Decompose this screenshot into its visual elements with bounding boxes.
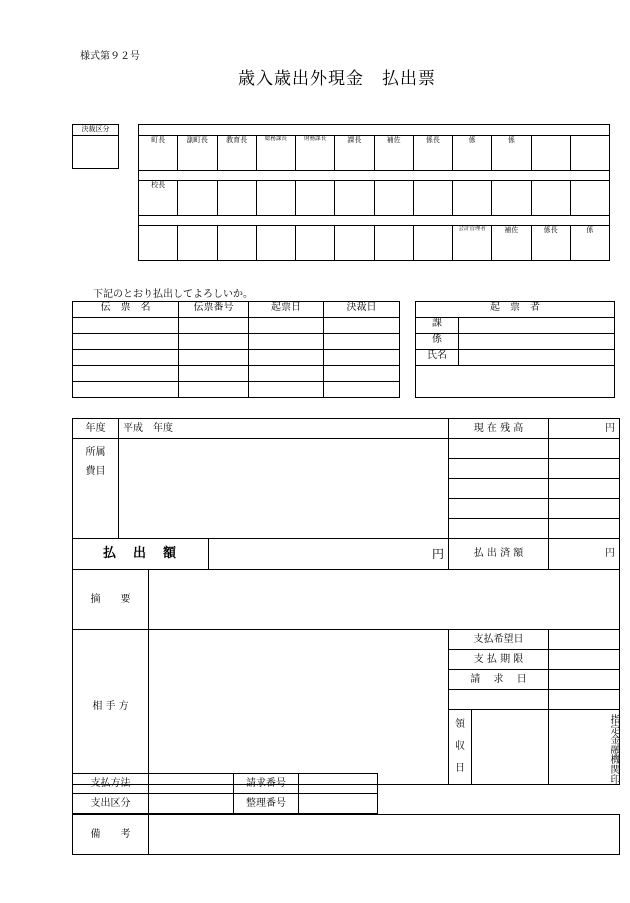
request-date-label: 請 求 日 <box>449 670 549 690</box>
receipt-date-label: 領 収 日 <box>449 710 472 785</box>
drafter-name-field[interactable] <box>459 350 615 366</box>
approval-cell[interactable]: 係 <box>570 226 609 261</box>
voucher-number-header: 伝票番号 <box>179 302 249 318</box>
approval-cell[interactable]: 財務課長 <box>296 136 335 171</box>
balance-yen[interactable]: 円 <box>549 419 620 439</box>
approval-date-header: 決裁日 <box>324 302 400 318</box>
remarks-field[interactable] <box>149 815 620 855</box>
party-field[interactable] <box>149 630 449 785</box>
approval-cell[interactable]: 総務課長 <box>256 136 295 171</box>
payment-deadline-label: 支 払 期 限 <box>449 650 549 670</box>
voucher-name-header: 伝 票 名 <box>73 302 179 318</box>
affiliation-expense-label <box>73 439 119 539</box>
payment-wish-date-label: 支払希望日 <box>449 630 549 650</box>
form-number: 様式第９２号 <box>80 51 140 62</box>
payout-amount-label: 払 出 額 <box>73 539 209 570</box>
request-date-field[interactable] <box>549 670 620 690</box>
payment-method-label: 支払方法 <box>73 774 149 794</box>
payment-method-field[interactable] <box>149 774 234 794</box>
expense-label: 費目 <box>85 466 106 477</box>
table-row <box>73 334 400 350</box>
payout-class-label: 支出区分 <box>73 794 149 814</box>
year-label: 年度 <box>73 419 119 439</box>
reference-number-field[interactable] <box>299 794 378 814</box>
approval-cell[interactable]: 教育長 <box>217 136 256 171</box>
approval-cell[interactable]: 補佐 <box>492 226 531 261</box>
approval-cell[interactable]: 係長 <box>413 136 452 171</box>
approval-cell[interactable]: 副町長 <box>178 136 217 171</box>
balance-label: 現 在 残 高 <box>449 419 549 439</box>
remarks-table <box>72 814 620 855</box>
drafter-unit-field[interactable] <box>459 334 615 350</box>
drafter-title: 起 票 者 <box>416 302 615 318</box>
drafter-name-label: 氏名 <box>416 350 459 366</box>
table-row <box>73 350 400 366</box>
approval-row-3 <box>139 226 610 261</box>
approval-cell[interactable]: 係 <box>453 136 492 171</box>
page-title: 歳入歳出外現金 払出票 <box>238 69 436 89</box>
approval-cell[interactable]: 課長 <box>335 136 374 171</box>
approval-cell[interactable]: 会計管理者 <box>453 226 492 261</box>
main-form <box>72 418 620 785</box>
paid-amount-yen[interactable]: 円 <box>549 539 620 570</box>
table-row <box>73 366 400 382</box>
drafter-box <box>415 301 615 398</box>
approval-row-1 <box>139 136 610 171</box>
summary-label: 摘 要 <box>73 570 149 630</box>
payout-class-field[interactable] <box>149 794 234 814</box>
approval-cell[interactable]: 係長 <box>531 226 570 261</box>
payout-amount-yen[interactable]: 円 <box>209 539 449 570</box>
invoice-number-field[interactable] <box>299 774 378 794</box>
party-label: 相 手 方 <box>73 630 149 785</box>
approval-type-field[interactable] <box>73 136 119 169</box>
draft-date-header: 起票日 <box>249 302 324 318</box>
voucher-table <box>72 301 400 398</box>
affiliation-label: 所属 <box>85 447 106 458</box>
reference-number-label: 整理番号 <box>234 794 299 814</box>
table-row <box>73 382 400 398</box>
approval-grid <box>138 124 610 261</box>
payment-deadline-field[interactable] <box>549 650 620 670</box>
approval-cell[interactable] <box>570 136 609 171</box>
drafter-section-field[interactable] <box>459 318 615 334</box>
drafter-section-label: 課 <box>416 318 459 334</box>
designated-bank-stamp-label: 指定金融機関印 <box>549 710 620 785</box>
year-field[interactable]: 平成 年度 <box>119 419 449 439</box>
request-text: 下記のとおり払出してよろしいか。 <box>93 289 253 300</box>
approval-cell[interactable]: 町長 <box>139 136 178 171</box>
summary-field[interactable] <box>149 570 620 630</box>
affiliation-expense-field[interactable] <box>119 439 449 539</box>
approval-row-2 <box>139 181 610 216</box>
approval-cell[interactable]: 補佐 <box>374 136 413 171</box>
approval-cell[interactable]: 係 <box>492 136 531 171</box>
invoice-number-label: 請求番号 <box>234 774 299 794</box>
drafter-unit-label: 係 <box>416 334 459 350</box>
remarks-label: 備 考 <box>73 815 149 855</box>
approval-cell[interactable]: 校長 <box>139 181 178 216</box>
approval-type-label: 決裁区分 <box>73 125 119 136</box>
paid-amount-label: 払 出 済 額 <box>449 539 549 570</box>
receipt-date-field[interactable] <box>472 710 549 785</box>
approval-cell[interactable] <box>531 136 570 171</box>
table-row <box>73 318 400 334</box>
payment-info <box>72 773 378 814</box>
approval-type-box <box>72 124 119 169</box>
payment-wish-date-field[interactable] <box>549 630 620 650</box>
